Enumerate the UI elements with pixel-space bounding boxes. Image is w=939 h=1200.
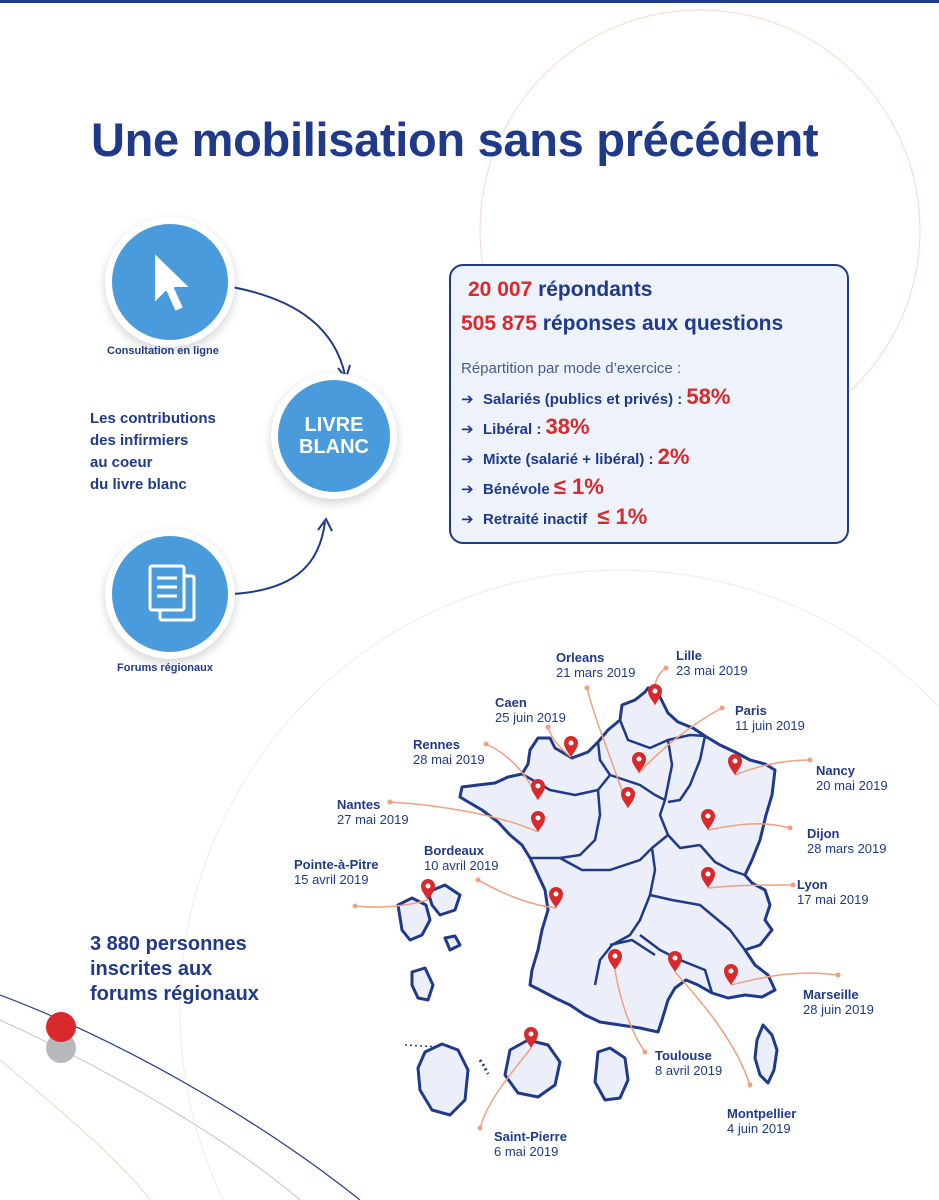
arrow-to-livre bbox=[232, 287, 345, 375]
event-date: 27 mai 2019 bbox=[337, 812, 409, 827]
red-dot bbox=[46, 1012, 76, 1042]
map-pin-dot bbox=[613, 954, 618, 959]
contributions-line: au coeur bbox=[90, 454, 153, 471]
documents-icon bbox=[112, 536, 228, 652]
map-pin-dot bbox=[626, 792, 631, 797]
event-label-montpellier bbox=[727, 1106, 796, 1136]
event-date: 8 avril 2019 bbox=[655, 1063, 723, 1078]
event-city: Lille bbox=[676, 648, 703, 663]
item-value: ≤ 1% bbox=[553, 474, 604, 499]
online-consultation-label: Consultation en ligne bbox=[107, 345, 219, 357]
event-label-saint-pierre bbox=[494, 1129, 567, 1159]
breakdown-item bbox=[461, 414, 590, 440]
event-date: 10 avril 2019 bbox=[424, 858, 499, 873]
answers-label: réponses aux questions bbox=[542, 312, 784, 335]
breakdown-item bbox=[461, 384, 730, 410]
map-pin-dot bbox=[729, 969, 734, 974]
event-label-caen bbox=[495, 695, 566, 725]
item-value: ≤ 1% bbox=[597, 504, 648, 529]
cursor-icon bbox=[112, 224, 228, 340]
answers-line bbox=[461, 312, 783, 336]
event-label-pointe-a-pitre bbox=[294, 857, 379, 887]
event-city: Paris bbox=[735, 703, 767, 718]
map-pin-dot bbox=[536, 784, 541, 789]
arrow-right-icon: ➔ bbox=[461, 451, 474, 468]
item-value: 2% bbox=[657, 444, 690, 469]
event-label-lyon bbox=[797, 877, 869, 907]
event-date: 15 avril 2019 bbox=[294, 872, 369, 887]
map-pin-dot bbox=[706, 872, 711, 877]
item-label: Bénévole bbox=[483, 481, 550, 498]
event-label-toulouse bbox=[655, 1048, 722, 1078]
map-pin-dot bbox=[569, 741, 574, 746]
event-date: 6 mai 2019 bbox=[494, 1144, 559, 1159]
item-label: Salariés (publics et privés) : bbox=[483, 391, 683, 408]
item-value: 38% bbox=[545, 414, 590, 439]
regional-forums-label: Forums régionaux bbox=[117, 662, 213, 674]
answers-count: 505 875 bbox=[461, 312, 537, 335]
online-consultation-circle bbox=[112, 224, 228, 340]
event-label-lille bbox=[676, 648, 748, 678]
livre-blanc-circle bbox=[278, 380, 390, 492]
arrow-right-icon: ➔ bbox=[461, 511, 474, 528]
regional-forums-circle bbox=[112, 536, 228, 652]
breakdown-item bbox=[461, 444, 689, 470]
map-pin-dot bbox=[653, 689, 658, 694]
event-date: 28 mars 2019 bbox=[807, 841, 887, 856]
event-label-nancy bbox=[816, 763, 888, 793]
blanc-label: BLANC bbox=[299, 436, 369, 458]
event-city: Rennes bbox=[413, 737, 460, 752]
event-date: 28 juin 2019 bbox=[803, 1002, 874, 1017]
respondents-line bbox=[468, 278, 652, 302]
breakdown-title: Répartition par mode d’exercice : bbox=[461, 360, 682, 377]
arrow-from-forums bbox=[232, 522, 325, 594]
map-pin-dot bbox=[536, 816, 541, 821]
event-city: Nantes bbox=[337, 797, 381, 812]
map-pin-dot bbox=[673, 956, 678, 961]
event-label-marseille bbox=[803, 987, 874, 1017]
contributions-line: du livre blanc bbox=[90, 476, 187, 493]
breakdown-item bbox=[461, 504, 647, 530]
item-value: 58% bbox=[686, 384, 731, 409]
item-label: Retraité inactif bbox=[483, 511, 588, 528]
event-label-rennes bbox=[413, 737, 485, 767]
event-city: Caen bbox=[495, 695, 527, 710]
swoosh-line bbox=[0, 1060, 150, 1200]
map-pin-dot bbox=[706, 814, 711, 819]
event-label-bordeaux bbox=[424, 843, 498, 873]
event-city: Marseille bbox=[803, 987, 859, 1002]
item-label: Mixte (salarié + libéral) : bbox=[483, 451, 654, 468]
event-city: Toulouse bbox=[655, 1048, 712, 1063]
contributions-text bbox=[90, 408, 260, 496]
event-label-nantes bbox=[337, 797, 409, 827]
contributions-line: Les contributions bbox=[90, 410, 216, 427]
swoosh-line bbox=[0, 1020, 300, 1200]
event-label-dijon bbox=[807, 826, 887, 856]
map-pin-dot bbox=[529, 1032, 534, 1037]
arrow-right-icon: ➔ bbox=[461, 391, 474, 408]
france-map bbox=[460, 688, 777, 1083]
contributions-line: des infirmiers bbox=[90, 432, 189, 449]
event-date: 25 juin 2019 bbox=[495, 710, 566, 725]
map-pin-dot bbox=[733, 759, 738, 764]
event-date: 4 juin 2019 bbox=[727, 1121, 791, 1136]
attendance-line: forums régionaux bbox=[90, 983, 259, 1005]
arrow-right-icon: ➔ bbox=[461, 421, 474, 438]
event-city: Orleans bbox=[556, 650, 605, 665]
event-label-paris bbox=[735, 703, 805, 733]
livre-label: LIVRE bbox=[304, 414, 364, 436]
respondents-count: 20 007 bbox=[468, 278, 533, 301]
attendance-line: 3 880 personnes bbox=[90, 933, 247, 955]
stats-box bbox=[449, 264, 849, 544]
arrow-right-icon: ➔ bbox=[461, 481, 474, 498]
page-title: Une mobilisation sans précédent bbox=[91, 113, 819, 166]
forum-attendance bbox=[90, 932, 259, 1007]
event-city: Lyon bbox=[797, 877, 828, 892]
event-date: 17 mai 2019 bbox=[797, 892, 869, 907]
event-date: 20 mai 2019 bbox=[816, 778, 888, 793]
event-label-orleans bbox=[556, 650, 636, 680]
event-city: Bordeaux bbox=[424, 843, 484, 858]
event-city: Pointe-à-Pitre bbox=[294, 857, 379, 872]
event-city: Montpellier bbox=[727, 1106, 797, 1121]
respondents-label: répondants bbox=[538, 278, 653, 301]
event-date: 11 juin 2019 bbox=[735, 718, 805, 733]
item-label: Libéral : bbox=[483, 421, 542, 438]
breakdown-item bbox=[461, 474, 604, 500]
map-pin-dot bbox=[426, 884, 431, 889]
map-pin-dot bbox=[554, 892, 559, 897]
event-city: Saint-Pierre bbox=[494, 1129, 567, 1144]
event-date: 28 mai 2019 bbox=[413, 752, 485, 767]
event-date: 23 mai 2019 bbox=[676, 663, 748, 678]
corsica bbox=[755, 1025, 777, 1083]
event-date: 21 mars 2019 bbox=[556, 665, 636, 680]
event-city: Nancy bbox=[816, 763, 856, 778]
map-pin-dot bbox=[637, 757, 642, 762]
event-city: Dijon bbox=[807, 826, 840, 841]
attendance-line: inscrites aux bbox=[90, 958, 213, 980]
